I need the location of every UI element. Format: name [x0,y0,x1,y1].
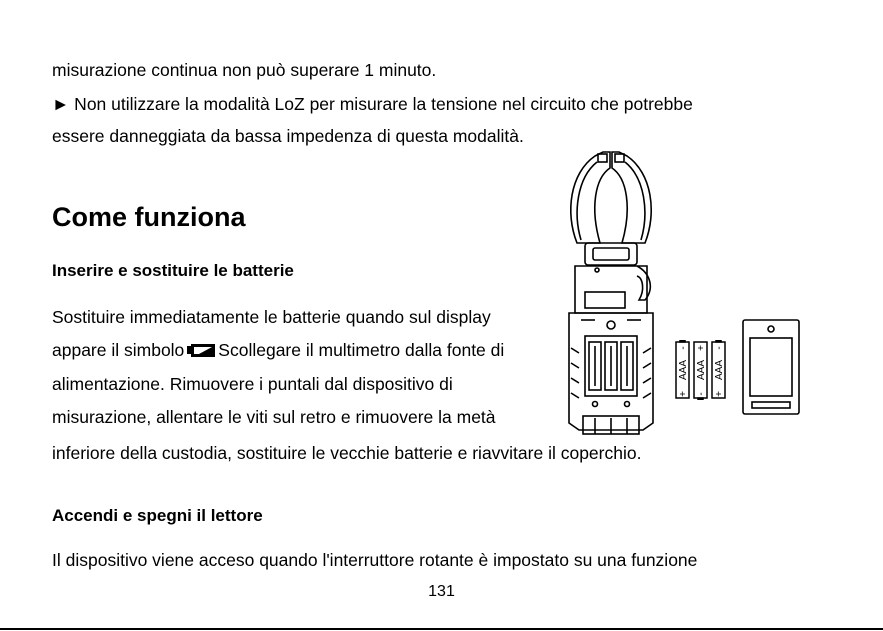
battery-3-minus: - [714,346,725,350]
battery-3-plus: + [714,391,725,397]
battery-1-minus: - [678,346,689,350]
battery-1-plus: + [678,391,689,397]
section-title: Come funziona [52,202,246,232]
intro-line-1: misurazione continua non può superare 1 minuto. [52,60,437,80]
intro-line-2: ► Non utilizzare la modalità LoZ per misurare la tensione nel circuito che potrebbe [52,94,693,114]
page-number: 131 [428,583,455,600]
low-battery-icon [186,342,216,362]
bottom-rule [0,628,883,630]
battery-line-4: misurazione, allentare le viti sul retro e rimuovere la metà [52,407,496,427]
battery-line-1: Sostituire immediatamente le batterie quando sul display [52,307,491,327]
battery-line-2-before: appare il simbolo [52,340,185,360]
battery-1-label: AAA [678,359,689,381]
power-heading: Accendi e spegni il lettore [52,506,263,525]
intro-line-3: essere danneggiata da bassa impedenza di questa modalità. [52,126,524,146]
battery-3-label: AAA [714,359,725,381]
clamp-meter-back-icon [555,148,675,443]
power-line-1: Il dispositivo viene acceso quando l'interruttore rotante è impostato su una funzione [52,550,698,570]
battery-line-3: alimentazione. Rimuovere i puntali dal dispositivo di [52,374,453,394]
battery-2-plus: + [696,345,707,351]
battery-line-2-after: Scollegare il multimetro dalla fonte di [218,340,505,360]
aaa-batteries-icon [672,340,734,400]
battery-cover-icon [740,318,802,418]
battery-heading: Inserire e sostituire le batterie [52,261,294,280]
battery-2-minus: - [696,392,707,396]
battery-line-5: inferiore della custodia, sostituire le vecchie batterie e riavvitare il coperchio. [52,443,642,463]
battery-line-2 [52,340,504,362]
battery-2-label: AAA [696,359,707,381]
